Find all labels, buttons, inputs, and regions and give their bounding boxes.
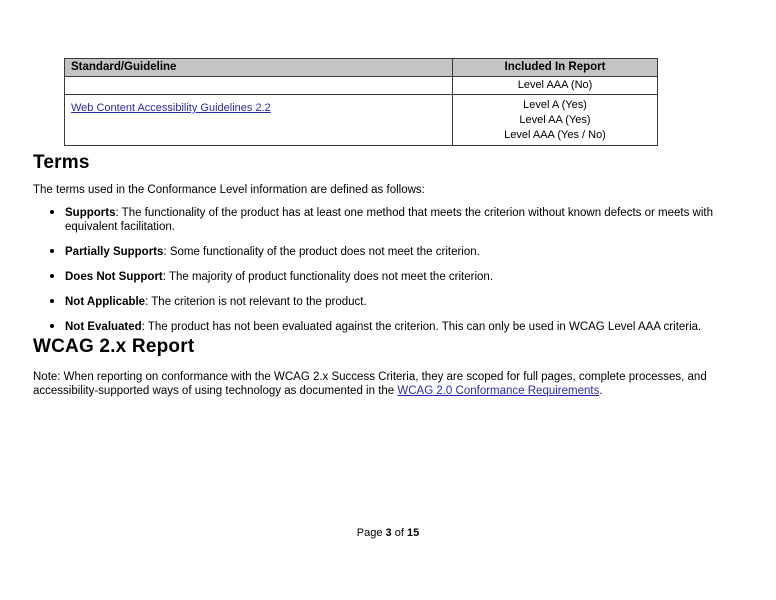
term-separator: : bbox=[163, 246, 170, 258]
term-label: Partially Supports bbox=[65, 246, 164, 258]
cell-standard-wcag22 bbox=[65, 95, 453, 146]
footer-middle: of bbox=[391, 527, 407, 539]
level-line: Level AAA (Yes / No) bbox=[504, 129, 606, 141]
wcag-22-link[interactable]: Web Content Accessibility Guidelines 2.2 bbox=[71, 102, 271, 114]
standards-table bbox=[64, 58, 658, 146]
list-item bbox=[33, 206, 745, 234]
wcag-report-heading: WCAG 2.x Report bbox=[33, 336, 195, 357]
list-item bbox=[33, 270, 745, 284]
level-line: Level A (Yes) bbox=[523, 99, 587, 111]
term-label: Not Applicable bbox=[65, 296, 146, 308]
term-description: The product has not been evaluated against the criterion. This can only be used in WCAG Level AAA criteria. bbox=[147, 321, 702, 333]
table-header-included: Included In Report bbox=[453, 59, 658, 77]
bullet-icon bbox=[50, 210, 54, 214]
footer-total-pages: 15 bbox=[406, 527, 420, 539]
term-description: Some functionality of the product does not meet the criterion. bbox=[169, 246, 480, 258]
page-footer bbox=[0, 527, 776, 539]
table-header-standard: Standard/Guideline bbox=[65, 59, 453, 77]
terms-heading: Terms bbox=[33, 152, 90, 173]
term-label: Not Evaluated bbox=[65, 321, 142, 333]
wcag-conformance-requirements-link[interactable]: WCAG 2.0 Conformance Requirements bbox=[397, 385, 600, 397]
term-label: Supports bbox=[65, 207, 116, 219]
note-text-before-link: Note: When reporting on conformance with the WCAG 2.x Success Criteria, they are scoped for full pages, complete processes, and accessibility-supported ways of using technology as documented in the bbox=[33, 371, 707, 397]
term-separator: : bbox=[115, 207, 122, 219]
term-separator: : bbox=[141, 321, 148, 333]
cell-included-level-aaa-no: Level AAA (No) bbox=[453, 77, 658, 95]
bullet-icon bbox=[50, 274, 54, 278]
table-row bbox=[65, 77, 658, 95]
term-separator: : bbox=[145, 296, 152, 308]
table-header-row bbox=[65, 59, 658, 77]
list-item bbox=[33, 245, 745, 259]
list-item bbox=[33, 320, 745, 334]
cell-standard-empty bbox=[65, 77, 453, 95]
bullet-icon bbox=[50, 249, 54, 253]
level-line: Level AA (Yes) bbox=[519, 114, 591, 126]
note-text-after-link: . bbox=[599, 385, 603, 397]
term-description: The criterion is not relevant to the product. bbox=[151, 296, 367, 308]
term-label: Does Not Support bbox=[65, 271, 163, 283]
bullet-icon bbox=[50, 324, 54, 328]
term-separator: : bbox=[162, 271, 169, 283]
terms-intro-text: The terms used in the Conformance Level information are defined as follows: bbox=[33, 184, 425, 196]
cell-included-levels bbox=[453, 95, 658, 146]
terms-definition-list bbox=[33, 206, 745, 345]
table-row bbox=[65, 95, 658, 146]
footer-prefix: Page bbox=[356, 527, 386, 539]
term-description: The majority of product functionality does not meet the criterion. bbox=[168, 271, 494, 283]
bullet-icon bbox=[50, 299, 54, 303]
list-item bbox=[33, 295, 745, 309]
term-description: The functionality of the product has at least one method that meets the criterion without known defects or meets with equivalent facilitation. bbox=[65, 207, 713, 233]
footer-current-page: 3 bbox=[385, 527, 392, 539]
wcag-note-paragraph bbox=[33, 370, 747, 398]
